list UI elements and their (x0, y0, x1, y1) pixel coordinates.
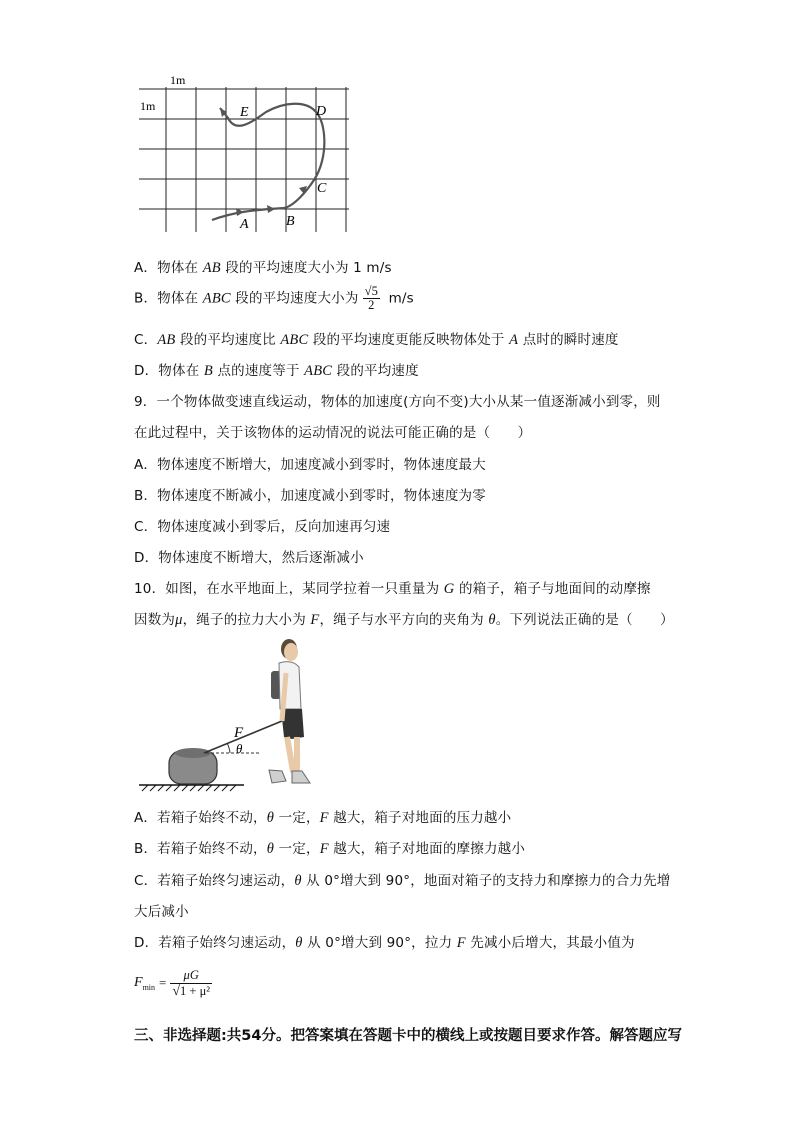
formula-sub: min (142, 982, 156, 992)
q10-s1-text2: 的箱子，箱子与地面间的动摩擦 (454, 581, 651, 597)
q8-d-abc: ABC (304, 363, 333, 379)
min-force-formula: F min = $\frac{\mu G}{\text{√1 + μ²}}$ (134, 967, 211, 999)
q10-d-text2: 从 0°增大到 90°，拉力 (302, 935, 457, 951)
axis-label-x: 1m (170, 73, 186, 87)
q8-option-b[interactable] (134, 285, 414, 312)
q10-b-text3: 越大，箱子对地面的摩擦力越小 (328, 841, 526, 857)
q10-a-f: F (319, 810, 329, 826)
q10-b-f: F (319, 841, 329, 857)
q10-option-b[interactable] (134, 837, 525, 858)
formula-den: 1 + μ² (180, 983, 211, 998)
person-pulling-box-figure (134, 633, 334, 793)
q8-b-fraction (363, 285, 381, 312)
q9-option-b[interactable]: B．物体速度不断减小，加速度减小到零时，物体速度为零 (134, 488, 486, 504)
point-e-label: E (240, 105, 249, 120)
q8-option-d[interactable] (134, 359, 419, 380)
point-d-label: D (316, 104, 327, 119)
q10-b-theta: θ (266, 841, 275, 857)
q10-d-f: F (456, 935, 466, 951)
q10-s2-theta: θ (488, 612, 496, 628)
q10-s2-text2: ，绳子的拉力大小为 (182, 612, 311, 628)
q9-stem-line1: 9．一个物体做变速直线运动，物体的加速度(方向不变)大小从某一值逐渐减小到零，则 (134, 394, 661, 410)
point-c-label: C (317, 181, 327, 196)
q8-c-text2: 段的平均速度比 (175, 332, 281, 348)
q10-a-text2: 一定， (274, 810, 320, 826)
trajectory-grid-figure (134, 72, 364, 237)
q10-stem-line2 (134, 608, 674, 629)
q9-option-c[interactable]: C．物体速度减小到零后，反向加速再匀速 (134, 519, 391, 535)
q10-a-text1: A．若箱子始终不动， (134, 810, 267, 826)
q8-a-text1: A．物体在 (134, 260, 203, 276)
q8-b-frac-num: √5 (364, 284, 379, 298)
force-label: F (234, 725, 244, 741)
point-b-label: B (286, 214, 295, 229)
q10-b-text1: B．若箱子始终不动， (134, 841, 267, 857)
q8-d-b: B (203, 363, 213, 379)
q8-d-text1: D．物体在 (134, 363, 204, 379)
point-a-label: A (240, 217, 249, 232)
q8-b-frac-den: 2 (368, 298, 375, 312)
q8-option-c[interactable] (134, 328, 619, 349)
q8-a-ab: AB (202, 260, 221, 276)
q8-c-a: A (509, 332, 519, 348)
q10-s2-text1: 因数为 (134, 612, 176, 628)
q8-c-text1: C． (134, 332, 158, 348)
q10-a-theta: θ (266, 810, 275, 826)
q8-c-text4: 点时的瞬时速度 (518, 332, 619, 348)
q8-option-a[interactable] (134, 256, 392, 277)
q10-s1-text1: 10．如图，在水平地面上，某同学拉着一只重量为 (134, 581, 444, 597)
q10-s2-f: F (310, 612, 320, 628)
q10-option-a[interactable] (134, 806, 511, 827)
q8-c-abc: ABC (280, 332, 309, 348)
q8-d-text3: 段的平均速度 (332, 363, 419, 379)
q8-c-text3: 段的平均速度更能反映物体处于 (308, 332, 510, 348)
q8-a-text2: 段的平均速度大小为 1 m/s (220, 260, 392, 276)
q10-a-text3: 越大，箱子对地面的压力越小 (328, 810, 512, 826)
q10-s2-text4: 。下列说法正确的是（ ） (495, 612, 674, 628)
q10-s2-text3: ，绳子与水平方向的夹角为 (319, 612, 489, 628)
q9-option-d[interactable]: D．物体速度不断增大，然后逐渐减小 (134, 550, 364, 566)
q10-c-text2: 从 0°增大到 90°，地面对箱子的支持力和摩擦力的合力先增 (301, 873, 671, 889)
formula-eq: = (159, 975, 167, 990)
angle-label: θ (236, 741, 243, 756)
q8-c-ab: AB (157, 332, 176, 348)
section-three-heading: 三、非选择题:共54分。把答案填在答题卡中的横线上或按题目要求作答。解答题应写 (134, 1028, 682, 1044)
q9-option-a[interactable]: A．物体速度不断增大，加速度减小到零时，物体速度最大 (134, 457, 486, 473)
q10-s1-g: G (443, 581, 455, 597)
q10-d-text1: D．若箱子始终匀速运动， (134, 935, 296, 951)
q8-b-abc: ABC (202, 290, 231, 307)
axis-label-y: 1m (140, 99, 156, 113)
q10-s2-mu: μ (175, 612, 183, 628)
q10-option-c[interactable] (134, 869, 671, 890)
formula-num: μG (170, 968, 212, 984)
q9-stem-line2: 在此过程中，关于该物体的运动情况的说法可能正确的是（ ） (134, 425, 532, 441)
q8-b-text2: 段的平均速度大小为 (230, 290, 359, 307)
q10-c-theta: θ (294, 873, 302, 889)
q10-d-theta: θ (295, 935, 303, 951)
q10-b-text2: 一定， (274, 841, 320, 857)
q8-b-unit: m/s (384, 290, 414, 307)
q10-d-text3: 先减小后增大，其最小值为 (465, 935, 635, 951)
q10-c-text1: C．若箱子始终匀速运动， (134, 873, 295, 889)
q8-d-text2: 点的速度等于 (212, 363, 305, 379)
q10-option-d[interactable] (134, 931, 635, 952)
formula-f: F (134, 975, 143, 990)
q8-b-text1: B．物体在 (134, 290, 203, 307)
q10-option-c-cont: 大后减小 (134, 904, 189, 920)
q10-stem-line1 (134, 577, 651, 598)
